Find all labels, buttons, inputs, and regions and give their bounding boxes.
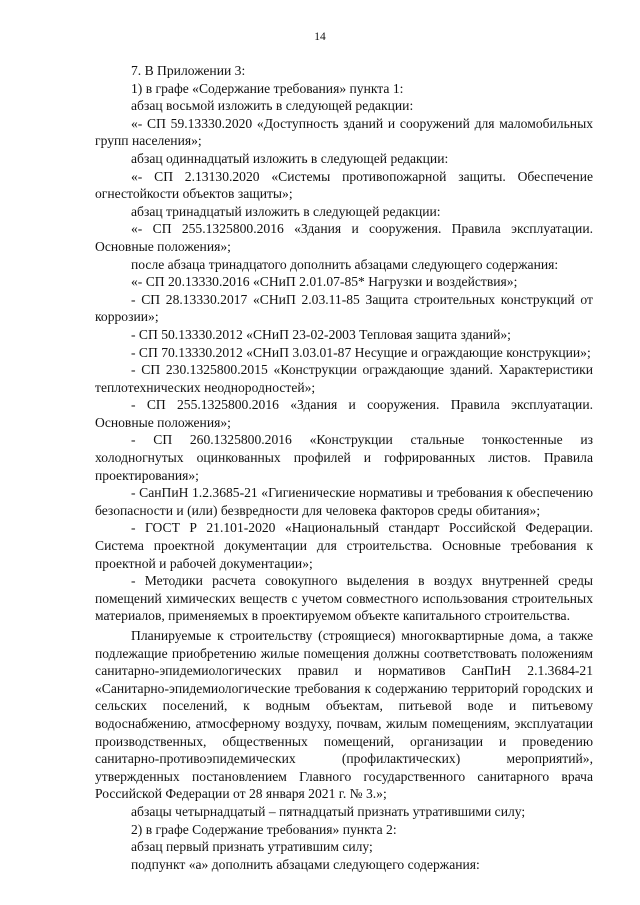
paragraph: 2) в графе Содержание требования» пункта 2: [131,821,397,837]
paragraph: - СП 260.1325800.2016 «Конструкции стальные тонкостенные из холодногнутых оцинкованных профилей и гофрированных листов. Правила проектирования»; [95,432,593,483]
paragraph: абзацы четырнадцатый – пятнадцатый признать утратившими силу; [131,803,526,819]
page-number: 14 [314,31,326,43]
paragraph: 7. В Приложении 3: [131,63,246,78]
paragraph: - Методики расчета совокупного выделения в воздух внутренней среды помещений химических веществ с учетом совместного использования строительных материалов, применяемых в проектируемом объекте капитального строительства. [95,573,593,624]
document-body [95,62,593,873]
paragraph: - СП 230.1325800.2015 «Конструкции ограждающие зданий. Характеристики теплотехнических неоднородностей»; [95,362,593,395]
paragraph: абзац восьмой изложить в следующей редакции: [131,98,414,114]
paragraph: после абзаца тринадцатого дополнить абзацами следующего содержания: [131,256,559,272]
paragraph: «- СП 255.1325800.2016 «Здания и сооружения. Правила эксплуатации. Основные положения»; [95,221,593,254]
paragraph: 1) в графе «Содержание требования» пункта 1: [131,80,404,96]
paragraph: подпункт «а» дополнить абзацами следующего содержания: [131,856,480,872]
paragraph: «- СП 2.13130.2020 «Системы противопожарной защиты. Обеспечение огнестойкости объектов защиты»; [95,168,593,202]
paragraph: - ГОСТ Р 21.101-2020 «Национальный стандарт Российской Федерации. Система проектной документации для строительства. Основные требования к проектной и рабочей документации»; [95,520,593,571]
paragraph: Планируемые к строительству (строящиеся) многоквартирные дома, а также подлежащие приобретению жилые помещения должны соответствовать положениям санитарно-эпидемиологических правил и нормативов СанПиН 2.1.3684-21 «Санитарно-эпидемиологические требования к содержанию территорий городских и сельских поселений, к водным объектам, питьевой воде и питьевому водоснабжению, атмосферному воздуху, почвам, жилым помещениям, эксплуатации производственных, общественных помещений, организации и проведению санитарно-противоэпидемических (профилактических) мероприятий», утвержденных постановлением Главного государственного санитарного врача Российской Федерации от 28 января 2021 г. № 3.»; [95,628,593,802]
paragraph: абзац первый признать утратившим силу; [131,839,373,855]
paragraph: - СП 70.13330.2012 «СНиП 3.03.01-87 Несущие и ограждающие конструкции»; [131,344,591,360]
paragraph: - СП 255.1325800.2016 «Здания и сооружения. Правила эксплуатации. Основные положения»; [95,397,593,430]
paragraph: «- СП 20.13330.2016 «СНиП 2.01.07-85* Нагрузки и воздействия»; [131,274,518,290]
paragraph: абзац одиннадцатый изложить в следующей редакции: [131,150,449,166]
paragraph: «- СП 59.13330.2020 «Доступность зданий и сооружений для маломобильных групп населения»; [95,115,593,149]
paragraph: - СП 50.13330.2012 «СНиП 23-02-2003 Тепловая защита зданий»; [131,326,511,342]
paragraph: абзац тринадцатый изложить в следующей редакции: [131,203,441,219]
paragraph: - СанПиН 1.2.3685-21 «Гигиенические нормативы и требования к обеспечению безопасности и (или) безвредности для человека факторов среды обитания»; [95,485,593,518]
paragraph: - СП 28.13330.2017 «СНиП 2.03.11-85 Защита строительных конструкций от коррозии»; [95,291,593,325]
